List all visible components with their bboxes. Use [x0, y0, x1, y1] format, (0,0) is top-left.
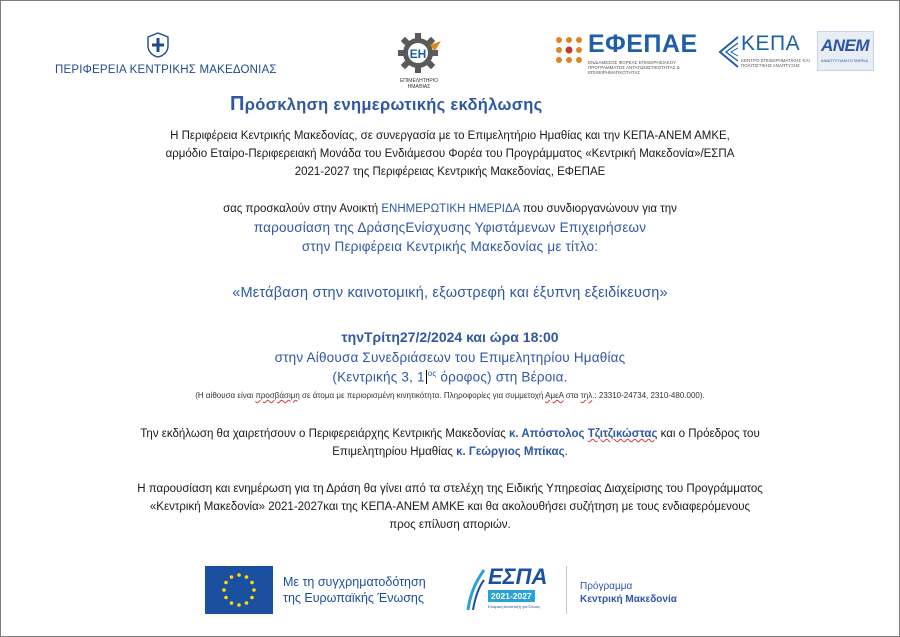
- eu-cofunding-text: Με τη συγχρηματοδότηση της Ευρωπαϊκής Ένωσης: [283, 575, 426, 605]
- espa-wave-icon: [466, 566, 486, 612]
- eu-star: [237, 573, 241, 577]
- region-emblem-icon: [147, 32, 169, 58]
- kepa-logo: [716, 33, 808, 73]
- invite-line-1: σας προσκαλούν στην Ανοικτή ΕΝΗΜΕΡΩΤΙΚΗ ΗΜΕΡΙΔΑ που συνδιοργανώνουν για την: [223, 203, 677, 215]
- accessibility-note: (Η αίθουσα είναι προσβάσιμη σε άτομα με περιορισμένη κινητικότητα. Πληροφορίες για συμμετοχή ΑμεΑ στα τηλ.: 23310-24734, 2310-480.000).: [195, 391, 705, 400]
- event-title: «Μετάβαση στην καινοτομική, εξωστρεφή και έξυπνη εξειδίκευση»: [232, 285, 668, 301]
- eu-flag-icon: [205, 566, 273, 614]
- eu-star: [222, 588, 226, 592]
- efepae-logo: [554, 30, 709, 75]
- event-date: τηνΤρίτη27/2/2024 και ώρα 18:00: [341, 329, 559, 345]
- eu-star: [230, 601, 234, 605]
- efepae-subtitle: ΕΝΔΙΑΜΕΣΟΣ ΦΟΡΕΑΣ ΕΠΙΧΕΙΡΗΣΙΑΚΟΥ ΠΡΟΓΡΑΜΜΑΤΟΣ ΑΝΤΑΓΩΝΙΣΤΙΚΟΤΗΤΑΣ & ΕΠΙΧΕΙΡΗΜΑΤΙΚΟΤΗΤΑΣ: [588, 60, 680, 75]
- eu-star: [252, 588, 256, 592]
- invite-line-3: στην Περιφέρεια Κεντρικής Μακεδονίας με τίτλο:: [301, 239, 599, 254]
- invite-highlight: ΕΝΗΜΕΡΩΤΙΚΗ ΗΜΕΡΙΔΑ: [381, 203, 520, 215]
- page-title: Πρόσκληση ενημερωτικής εκδήλωσης: [230, 93, 543, 115]
- greeting-line-1: Την εκδήλωση θα χαιρετήσουν ο Περιφερειάρχης Κεντρικής Μακεδονίας κ. Απόστολος Τζιτζικώστας και ο Πρόεδρος του: [140, 428, 760, 440]
- region-logo: [55, 30, 277, 80]
- closing-line-3: προς επίλυση αποριών.: [389, 519, 511, 531]
- intro-line-1: Η Περιφέρεια Κεντρικής Μακεδονίας, σε συνεργασία με το Επιμελητήριο Ημαθίας και την ΚΕΠΑ-ΑΝΕΜ ΑΜΚΕ,: [170, 130, 730, 142]
- eu-star: [224, 581, 228, 585]
- greeting-line-2: Επιμελητηρίου Ημαθίας κ. Γεώργιος Μπίκας.: [332, 446, 568, 458]
- kepa-wordmark: ΚΕΠΑ: [741, 32, 801, 55]
- svg-text:ΕΗ: ΕΗ: [409, 47, 427, 61]
- kepa-arrow-icon: [716, 35, 740, 69]
- text-cursor: [426, 370, 427, 384]
- efepae-dots-icon: [554, 35, 584, 65]
- closing-line-2: «Κεντρική Μακεδονία» 2021-2027και της ΚΕΠΑ-ΑΝΕΜ ΑΜΚΕ και θα ακολουθήσει συζήτηση με τους ενδιαφερόμενους: [149, 501, 751, 513]
- eu-star: [245, 575, 249, 579]
- eu-star: [245, 601, 249, 605]
- anem-wordmark: ΑΝΕΜ: [821, 36, 870, 55]
- chamber-name: ΕΠΙΜΕΛΗΤΗΡΙΟ ΗΜΑΘΙΑΣ: [399, 78, 439, 90]
- intro-line-3: 2021-2027 της Περιφέρειας Κεντρικής Μακεδονίας, ΕΦΕΠΑΕ: [294, 166, 606, 178]
- eu-star: [250, 581, 254, 585]
- espa-years: 2021-2027: [488, 590, 535, 602]
- eu-star: [250, 596, 254, 600]
- anem-logo: [817, 31, 874, 71]
- governor-name: κ. Απόστολος Τζιτζικώστας: [509, 428, 658, 440]
- program-label: Πρόγραμμα Κεντρική Μακεδονία: [580, 581, 677, 605]
- footer-divider: [566, 566, 567, 614]
- anem-subtitle: ΑΝΑΠΤΥΞΙΑΚΗ ΕΤΑΙΡΕΙΑ: [821, 58, 868, 63]
- region-name: ΠΕΡΙΦΕΡΕΙΑ ΚΕΝΤΡΙΚΗΣ ΜΑΚΕΔΟΝΙΑΣ: [55, 64, 277, 76]
- president-name: κ. Γεώργιος Μπίκας: [456, 446, 565, 458]
- closing-line-1: Η παρουσίαση και ενημέρωση για τη Δράση θα γίνει από τα στελέχη της Ειδικής Υπηρεσίας Διαχείρισης του Προγράμματος: [137, 483, 763, 495]
- event-address: (Κεντρικής 3, 1 $^{o\varsigma}$ όροφος) στη Βέροια.: [332, 369, 568, 385]
- kepa-subtitle: ΚΕΝΤΡΟ ΕΠΙΧΕΙΡΗΜΑΤΙΚΗΣ ΚΑΙ ΠΟΛΙΤΙΣΤΙΚΗΣ ΑΝΑΠΤΥΞΗΣ: [741, 58, 810, 68]
- espa-logo: [466, 564, 548, 614]
- eu-star: [230, 575, 234, 579]
- event-venue: στην Αίθουσα Συνεδριάσεων του Επιμελητηρίου Ημαθίας: [274, 350, 626, 365]
- invite-line-2: παρουσίαση της ΔράσηςΕνίσχυσης Υφιστάμενων Επιχειρήσεων: [253, 220, 647, 235]
- eu-star: [224, 596, 228, 600]
- efepae-wordmark: ΕΦΕΠΑΕ: [588, 30, 698, 58]
- eu-star: [237, 603, 241, 607]
- espa-wordmark: ΕΣΠΑ: [488, 564, 548, 589]
- intro-line-2: αρμόδιο Εταίρο-Περιφερειακή Μονάδα του Ενδιάμεσου Φορέα του Προγράμματος «Κεντρική Μακεδονία»/ΕΣΠΑ: [165, 148, 735, 160]
- espa-subtitle: Εταιρική Ανάπτυξη για Όλους: [488, 604, 540, 609]
